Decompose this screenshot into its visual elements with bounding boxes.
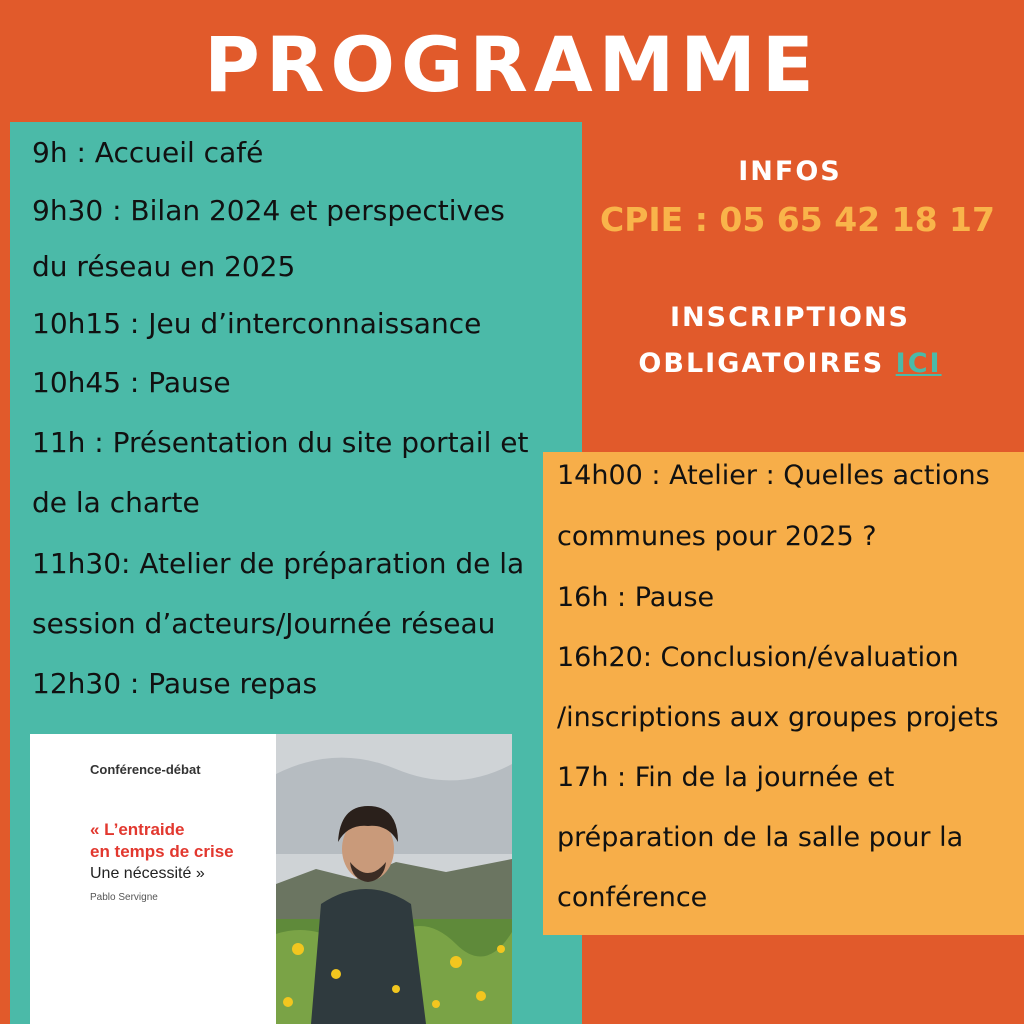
schedule-item: /inscriptions aux groupes projets bbox=[557, 702, 999, 733]
infos-heading: INFOS bbox=[738, 156, 842, 187]
inscriptions-required bbox=[630, 348, 950, 379]
schedule-item: préparation de la salle pour la bbox=[557, 822, 964, 853]
schedule-item: 10h45 : Pause bbox=[32, 366, 231, 399]
page-title: PROGRAMME bbox=[204, 20, 820, 109]
registration-link[interactable]: ICI bbox=[895, 348, 942, 379]
schedule-item: de la charte bbox=[32, 486, 200, 519]
speaker-photo bbox=[276, 734, 512, 1024]
schedule-item: 12h30 : Pause repas bbox=[32, 667, 318, 700]
schedule-item: 11h30: Atelier de préparation de la bbox=[32, 547, 525, 580]
schedule-item: 16h20: Conclusion/évaluation bbox=[557, 642, 959, 673]
schedule-item: 14h00 : Atelier : Quelles actions bbox=[557, 460, 990, 491]
schedule-item: 16h : Pause bbox=[557, 582, 715, 613]
schedule-item: du réseau en 2025 bbox=[32, 250, 296, 283]
poster-author: Pablo Servigne bbox=[90, 892, 158, 903]
schedule-item: 9h : Accueil café bbox=[32, 136, 264, 169]
schedule-item: 9h30 : Bilan 2024 et perspectives bbox=[32, 194, 505, 227]
poster-subtitle: Une nécessité » bbox=[90, 865, 205, 882]
obligatoires-label: OBLIGATOIRES bbox=[638, 348, 885, 379]
schedule-item: 17h : Fin de la journée et bbox=[557, 762, 895, 793]
conference-poster bbox=[30, 734, 512, 1024]
schedule-item: 10h15 : Jeu d’interconnaissance bbox=[32, 307, 482, 340]
poster-category: Conférence-débat bbox=[90, 762, 201, 777]
poster-title-line: en temps de crise bbox=[90, 842, 234, 861]
schedule-item: session d’acteurs/Journée réseau bbox=[32, 607, 496, 640]
poster-title-line: « L’entraide bbox=[90, 820, 185, 839]
schedule-item: conférence bbox=[557, 882, 708, 913]
inscriptions-label: INSCRIPTIONS bbox=[670, 302, 910, 333]
phone-number: CPIE : 05 65 42 18 17 bbox=[600, 200, 995, 239]
schedule-item: communes pour 2025 ? bbox=[557, 521, 877, 552]
schedule-item: 11h : Présentation du site portail et bbox=[32, 426, 529, 459]
